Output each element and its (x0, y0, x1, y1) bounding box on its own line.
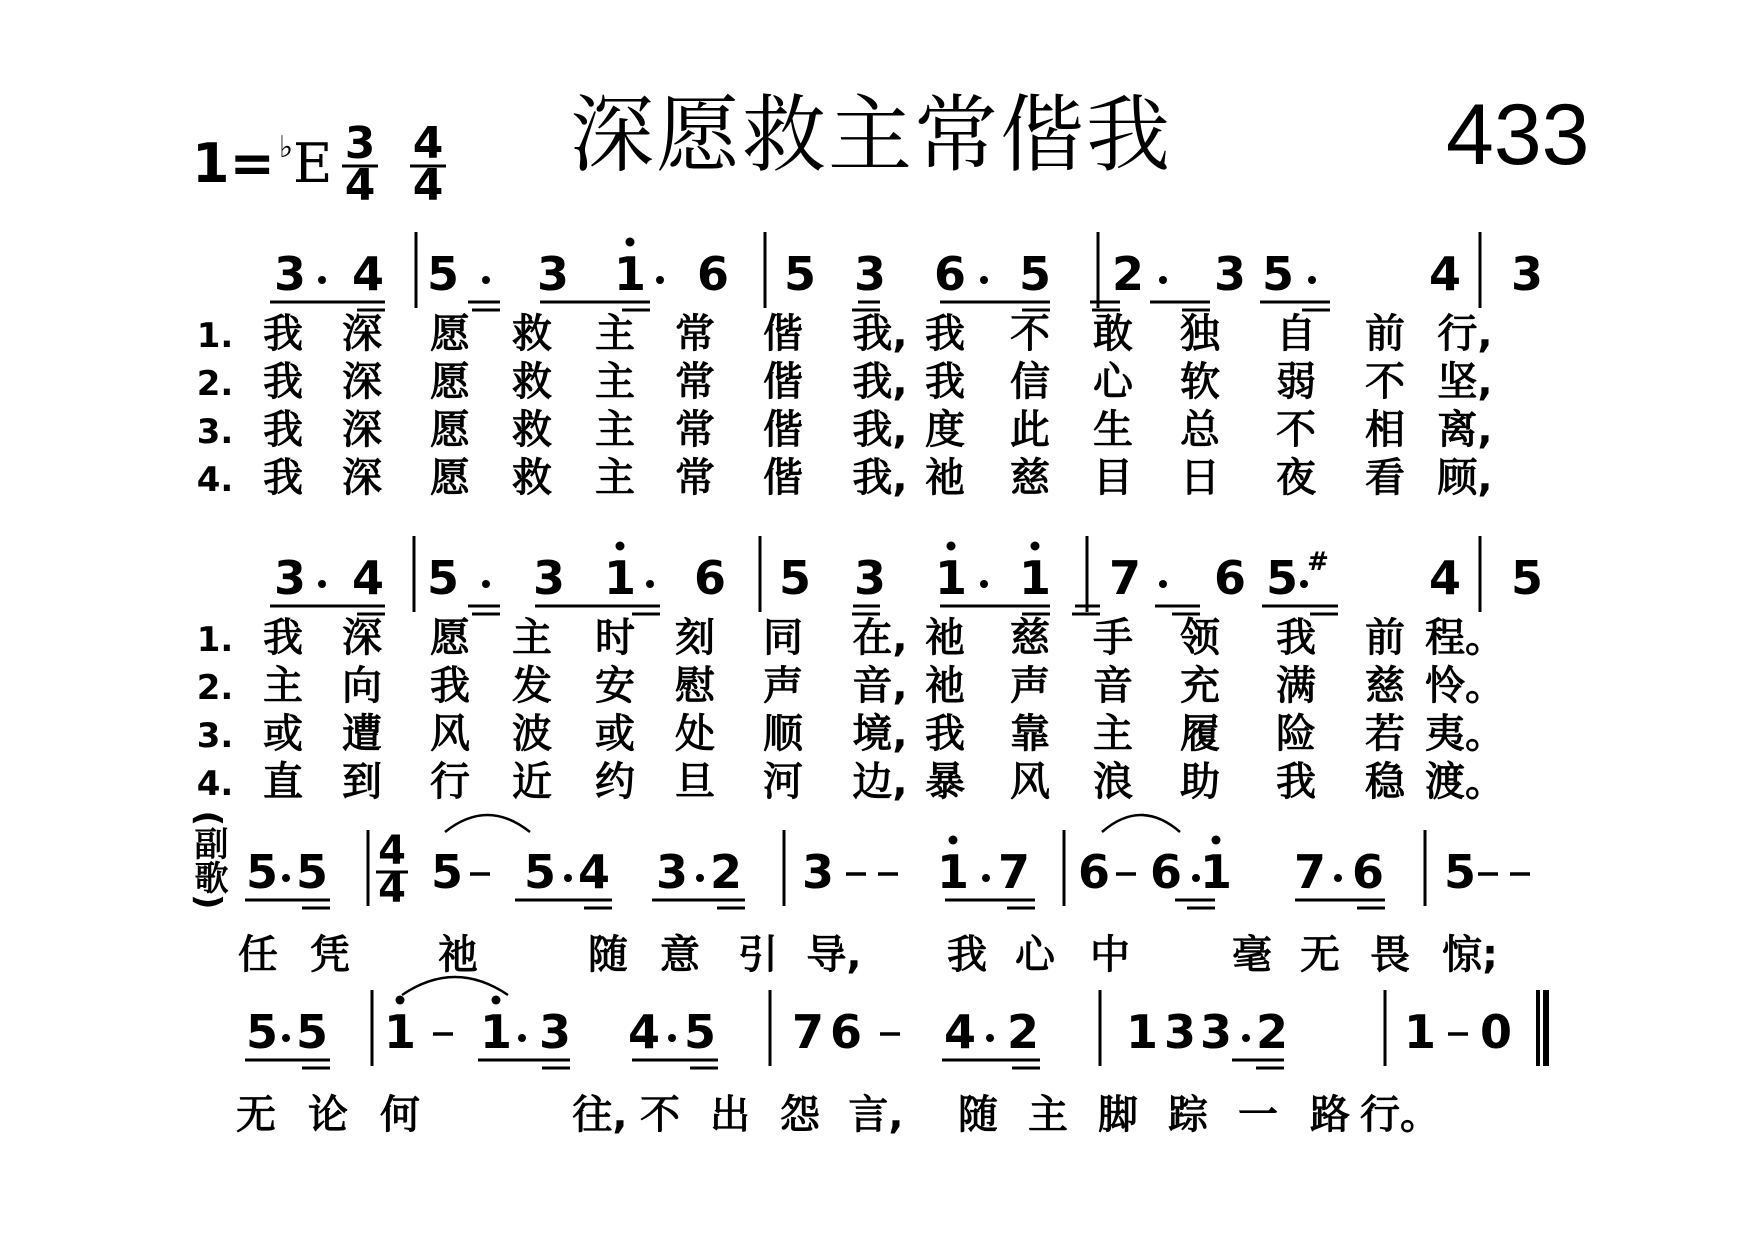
lyric-char: 深 (342, 359, 382, 405)
dot-augmentation (318, 580, 326, 588)
note-5: 5 (1261, 247, 1295, 301)
lyric-char: 主 (1093, 711, 1133, 757)
dot-augmentation (668, 1034, 676, 1042)
lyric-char: 险 (1276, 711, 1316, 757)
high-octave-dot (396, 996, 405, 1005)
lyric-char: 毫 (1232, 932, 1272, 978)
lyric-char: 近 (512, 759, 552, 805)
note-4: 4 (577, 845, 611, 899)
lyric-char: 河 (763, 759, 803, 805)
lyric-char: 我, (852, 311, 908, 357)
lyric-char: 深 (342, 311, 382, 357)
note-6: 6 (829, 1005, 863, 1059)
lyric-char: 愿 (430, 311, 470, 357)
tie-slur (402, 977, 508, 995)
lyric-char: 直 (263, 759, 303, 805)
note-high-1: 1 (1199, 845, 1233, 899)
note-3: 3 (1163, 1005, 1197, 1059)
lyric-char: 言, (848, 1092, 904, 1138)
lyric-char: 程。 (1425, 615, 1505, 661)
lyric-char: 发 (512, 663, 552, 709)
note-3: 3 (1199, 1005, 1233, 1059)
note-5: 5 (523, 845, 557, 899)
lyric-char: 或 (263, 711, 303, 757)
note-7: 7 (791, 1005, 825, 1059)
lyric-char: 安 (595, 663, 635, 709)
lyric-char: 怜。 (1425, 663, 1505, 709)
lyric-char: 怨 (780, 1092, 820, 1138)
lyric-char: 日 (1180, 455, 1220, 501)
lyric-char: 我, (852, 359, 908, 405)
note-5: 5 (1265, 551, 1299, 605)
lyric-char: 踪 (1168, 1092, 1208, 1138)
lyric-char: 心 (1015, 932, 1055, 978)
note-5: 5 (1443, 845, 1477, 899)
lyric-char: 祂 (925, 663, 965, 709)
lyric-char: 我 (263, 359, 303, 405)
dot-augmentation (1308, 276, 1316, 284)
lyric-char: 软 (1180, 359, 1220, 405)
lyric-char: 祂 (925, 455, 965, 501)
note-3: 3 (853, 551, 887, 605)
note-1: 1 (1125, 1005, 1159, 1059)
lyric-char: 遭 (342, 711, 382, 757)
dot-augmentation (646, 580, 654, 588)
lyric-char: 随 (958, 1092, 998, 1138)
lyric-char: 常 (675, 455, 715, 501)
lyric-char: 声 (1010, 663, 1050, 709)
lyric-char: 主 (1028, 1092, 1068, 1138)
lyric-char: 深 (342, 455, 382, 501)
lyric-char: 生 (1093, 407, 1133, 453)
dot-augmentation (518, 1034, 526, 1042)
lyric-char: 主 (595, 359, 635, 405)
verse-number: 2. (196, 364, 234, 404)
lyric-char: 靠 (1010, 711, 1050, 757)
lyric-char: 意 (660, 932, 700, 978)
lyric-char: 不 (1010, 311, 1050, 357)
lyric-char: 行。 (1360, 1092, 1440, 1138)
lyric-char: 相 (1365, 407, 1405, 453)
lyric-char: 风 (430, 711, 470, 757)
hymn-title: 深愿救主常偕我 (570, 86, 1173, 184)
lyric-char: 我 (263, 615, 303, 661)
lyric-char: 敢 (1093, 311, 1133, 357)
note-3: 3 (538, 1005, 572, 1059)
lyric-char: 一 (1238, 1092, 1278, 1138)
lyric-char: 手 (1093, 615, 1133, 661)
lyric-char: 任 (238, 932, 278, 978)
sharp-sign: # (1307, 547, 1329, 577)
lyric-char: 深 (342, 615, 382, 661)
lyric-char: 祂 (438, 932, 478, 978)
lyric-char: 主 (263, 663, 303, 709)
lyric-char: 深 (342, 407, 382, 453)
lyric-char: 夜 (1276, 455, 1316, 501)
lyric-char: 暴 (925, 759, 965, 805)
high-octave-dot (947, 542, 956, 551)
note-6: 6 (693, 551, 727, 605)
lyric-char: 在, (852, 615, 908, 661)
lyric-char: 我, (852, 455, 908, 501)
note-4: 4 (351, 247, 385, 301)
tie-slur (445, 815, 530, 832)
note-high-1: 1 (383, 1005, 417, 1059)
lyric-char: 或 (595, 711, 635, 757)
note-4: 4 (943, 1005, 977, 1059)
note-5: 5 (430, 845, 464, 899)
lyric-char: 自 (1276, 311, 1316, 357)
key-prefix: 1= (192, 132, 275, 195)
note-3: 3 (1213, 247, 1247, 301)
time-signature-bottom: 4 (344, 160, 376, 211)
lyric-char: 处 (675, 711, 715, 757)
lyric-char: 我 (925, 359, 965, 405)
lyric-char: 主 (512, 615, 552, 661)
lyric-char: 我 (263, 311, 303, 357)
note-high-1: 1 (1018, 551, 1052, 605)
note-high-1: 1 (603, 551, 637, 605)
lyric-char: 同 (763, 615, 803, 661)
note-0: 0 (1479, 1005, 1513, 1059)
lyric-char: 不 (1276, 407, 1316, 453)
high-octave-dot (616, 542, 625, 551)
verse-number: 3. (196, 412, 234, 452)
lyric-char: 我, (852, 407, 908, 453)
note-2: 2 (1255, 1005, 1289, 1059)
lyric-char: 愿 (430, 359, 470, 405)
lyric-char: 声 (763, 663, 803, 709)
lyric-char: 满 (1276, 663, 1316, 709)
note-6: 6 (696, 247, 730, 301)
note-high-1: 1 (936, 845, 970, 899)
lyric-char: 音, (852, 663, 908, 709)
lyric-char: 常 (675, 311, 715, 357)
note-4: 4 (1428, 247, 1462, 301)
note-1: 1 (1403, 1005, 1437, 1059)
verse-number: 1. (196, 316, 234, 356)
verse-number: 1. (196, 620, 234, 660)
lyric-char: 引 (738, 932, 778, 978)
lyric-char: 慈 (1010, 455, 1050, 501)
note-3: 3 (801, 845, 835, 899)
lyric-char: 旦 (675, 759, 715, 805)
lyric-char: 主 (595, 311, 635, 357)
lyric-char: 音 (1093, 663, 1133, 709)
note-4: 4 (1428, 551, 1462, 605)
lyric-char: 充 (1180, 663, 1220, 709)
high-octave-dot (626, 238, 635, 247)
lyric-char: 我 (263, 407, 303, 453)
lyric-char: 偕 (763, 311, 803, 357)
verse-number: 3. (196, 716, 234, 756)
note-7: 7 (1108, 551, 1142, 605)
verse-number: 4. (196, 764, 234, 804)
lyric-char: 弱 (1276, 359, 1316, 405)
note-high-1: 1 (934, 551, 968, 605)
lyric-char: 波 (512, 711, 552, 757)
tie-slur (1102, 815, 1180, 832)
lyric-char: 无 (236, 1092, 276, 1138)
chorus-label: (副歌) (188, 810, 228, 910)
lyric-char: 慈 (1010, 615, 1050, 661)
lyric-char: 偕 (763, 359, 803, 405)
note-2: 2 (1111, 247, 1145, 301)
lyric-char: 顾, (1437, 455, 1493, 501)
note-3: 3 (853, 247, 887, 301)
lyric-char: 向 (342, 663, 382, 709)
key-note: E (292, 132, 333, 195)
note-5: 5 (683, 1005, 717, 1059)
note-high-1: 1 (479, 1005, 513, 1059)
dot-augmentation (282, 874, 290, 882)
lyric-char: 时 (595, 615, 635, 661)
note-5: 5 (778, 551, 812, 605)
note-3: 3 (536, 247, 570, 301)
lyric-char: 不 (640, 1092, 680, 1138)
lyric-char: 信 (1010, 359, 1050, 405)
lyric-char: 前 (1365, 311, 1405, 357)
lyric-char: 我 (263, 455, 303, 501)
time-signature-bottom: 4 (378, 866, 406, 912)
dot-augmentation (982, 874, 990, 882)
lyric-char: 夷。 (1425, 711, 1505, 757)
note-4: 4 (627, 1005, 661, 1059)
note-high-1: 1 (613, 247, 647, 301)
lyric-char: 往, (572, 1092, 628, 1138)
dot-augmentation (1159, 580, 1167, 588)
lyric-char: 度 (925, 407, 965, 453)
lyric-char: 愿 (430, 455, 470, 501)
verse-number: 2. (196, 668, 234, 708)
dot-augmentation (696, 874, 704, 882)
lyric-char: 救 (512, 311, 552, 357)
lyric-char: 慰 (675, 663, 715, 709)
dot-augmentation (980, 580, 988, 588)
lyric-char: 浪 (1093, 759, 1133, 805)
lyric-char: 中 (1090, 932, 1130, 978)
lyric-char: 渡。 (1425, 759, 1505, 805)
lyric-char: 若 (1365, 711, 1405, 757)
lyric-char: 约 (595, 759, 635, 805)
lyric-char: 路 (1310, 1092, 1350, 1138)
lyric-char: 我 (1276, 759, 1316, 805)
verse-number: 4. (196, 460, 234, 500)
lyric-char: 我 (925, 311, 965, 357)
note-6: 6 (1077, 845, 1111, 899)
time-signature-bottom: 4 (412, 160, 444, 211)
dot-augmentation (1242, 1034, 1250, 1042)
high-octave-dot (492, 996, 501, 1005)
lyric-char: 偕 (763, 407, 803, 453)
lyric-char: 救 (512, 455, 552, 501)
lyric-char: 我 (947, 932, 987, 978)
lyric-char: 救 (512, 359, 552, 405)
lyric-char: 履 (1180, 711, 1220, 757)
dot-augmentation (482, 276, 490, 284)
note-5: 5 (426, 247, 460, 301)
hymn-number: 433 (1446, 87, 1590, 183)
lyric-char: 主 (595, 455, 635, 501)
lyric-char: 我 (925, 711, 965, 757)
dot-augmentation (482, 580, 490, 588)
lyric-char: 坚, (1437, 359, 1493, 405)
lyric-char: 畏 (1370, 932, 1410, 978)
lyric-char: 愿 (430, 407, 470, 453)
lyric-char: 看 (1365, 455, 1405, 501)
lyric-char: 边, (852, 759, 908, 805)
note-3: 3 (1510, 247, 1544, 301)
flat-sign: ♭ (278, 130, 293, 165)
note-3: 3 (273, 247, 307, 301)
time-signature-top: 4 (378, 828, 406, 874)
note-5: 5 (1018, 247, 1052, 301)
note-5: 5 (245, 845, 279, 899)
note-6: 6 (933, 247, 967, 301)
lyric-char: 救 (512, 407, 552, 453)
lyric-char: 此 (1010, 407, 1050, 453)
high-octave-dot (949, 836, 958, 845)
lyric-char: 脚 (1098, 1092, 1138, 1138)
note-7: 7 (997, 845, 1031, 899)
lyric-char: 助 (1180, 759, 1220, 805)
lyric-char: 随 (588, 932, 628, 978)
lyric-char: 刻 (675, 615, 715, 661)
lyric-char: 凭 (310, 932, 350, 978)
note-6: 6 (1351, 845, 1385, 899)
note-5: 5 (426, 551, 460, 605)
time-signature-top: 4 (412, 118, 444, 169)
lyric-char: 我 (430, 663, 470, 709)
lyric-char: 稳 (1365, 759, 1405, 805)
note-5: 5 (295, 845, 329, 899)
lyric-char: 论 (308, 1092, 348, 1138)
lyric-char: 主 (595, 407, 635, 453)
note-7: 7 (1293, 845, 1327, 899)
note-5: 5 (245, 1005, 279, 1059)
lyric-char: 离, (1437, 407, 1493, 453)
dot-augmentation (318, 276, 326, 284)
note-2: 2 (709, 845, 743, 899)
dot-augmentation (282, 1034, 290, 1042)
lyric-char: 心 (1093, 359, 1133, 405)
note-3: 3 (273, 551, 307, 605)
lyric-char: 不 (1365, 359, 1405, 405)
lyric-char: 行, (1437, 311, 1493, 357)
high-octave-dot (1031, 542, 1040, 551)
lyric-char: 独 (1180, 311, 1220, 357)
lyric-char: 总 (1180, 407, 1220, 453)
lyric-char: 愿 (430, 615, 470, 661)
lyric-char: 常 (675, 359, 715, 405)
note-5: 5 (783, 247, 817, 301)
note-4: 4 (351, 551, 385, 605)
lyric-char: 风 (1010, 759, 1050, 805)
lyric-char: 常 (675, 407, 715, 453)
lyric-char: 导, (806, 932, 862, 978)
note-5: 5 (295, 1005, 329, 1059)
dot-augmentation (564, 874, 572, 882)
note-3: 3 (532, 551, 566, 605)
time-signature-top: 3 (344, 118, 376, 169)
lyric-char: 出 (710, 1092, 750, 1138)
lyric-char: 领 (1180, 615, 1220, 661)
lyric-char: 前 (1365, 615, 1405, 661)
lyric-char: 我 (1276, 615, 1316, 661)
note-3: 3 (655, 845, 689, 899)
high-octave-dot (1212, 836, 1221, 845)
lyric-char: 偕 (763, 455, 803, 501)
lyric-char: 惊; (1442, 932, 1498, 978)
note-6: 6 (1149, 845, 1183, 899)
lyric-char: 目 (1093, 455, 1133, 501)
dot-augmentation (1300, 580, 1308, 588)
lyric-char: 到 (342, 759, 382, 805)
dot-augmentation (1192, 874, 1200, 882)
note-5: 5 (1510, 551, 1544, 605)
dot-augmentation (656, 276, 664, 284)
dot-augmentation (1159, 276, 1167, 284)
dot-augmentation (1334, 874, 1342, 882)
lyric-char: 慈 (1365, 663, 1405, 709)
lyric-char: 祂 (925, 615, 965, 661)
dot-augmentation (986, 1034, 994, 1042)
lyric-char: 无 (1300, 932, 1340, 978)
lyric-char: 顺 (763, 711, 803, 757)
note-6: 6 (1213, 551, 1247, 605)
dot-augmentation (980, 276, 988, 284)
lyric-char: 何 (380, 1092, 420, 1138)
note-2: 2 (1006, 1005, 1040, 1059)
lyric-char: 行 (430, 759, 470, 805)
lyric-char: 境, (852, 711, 908, 757)
